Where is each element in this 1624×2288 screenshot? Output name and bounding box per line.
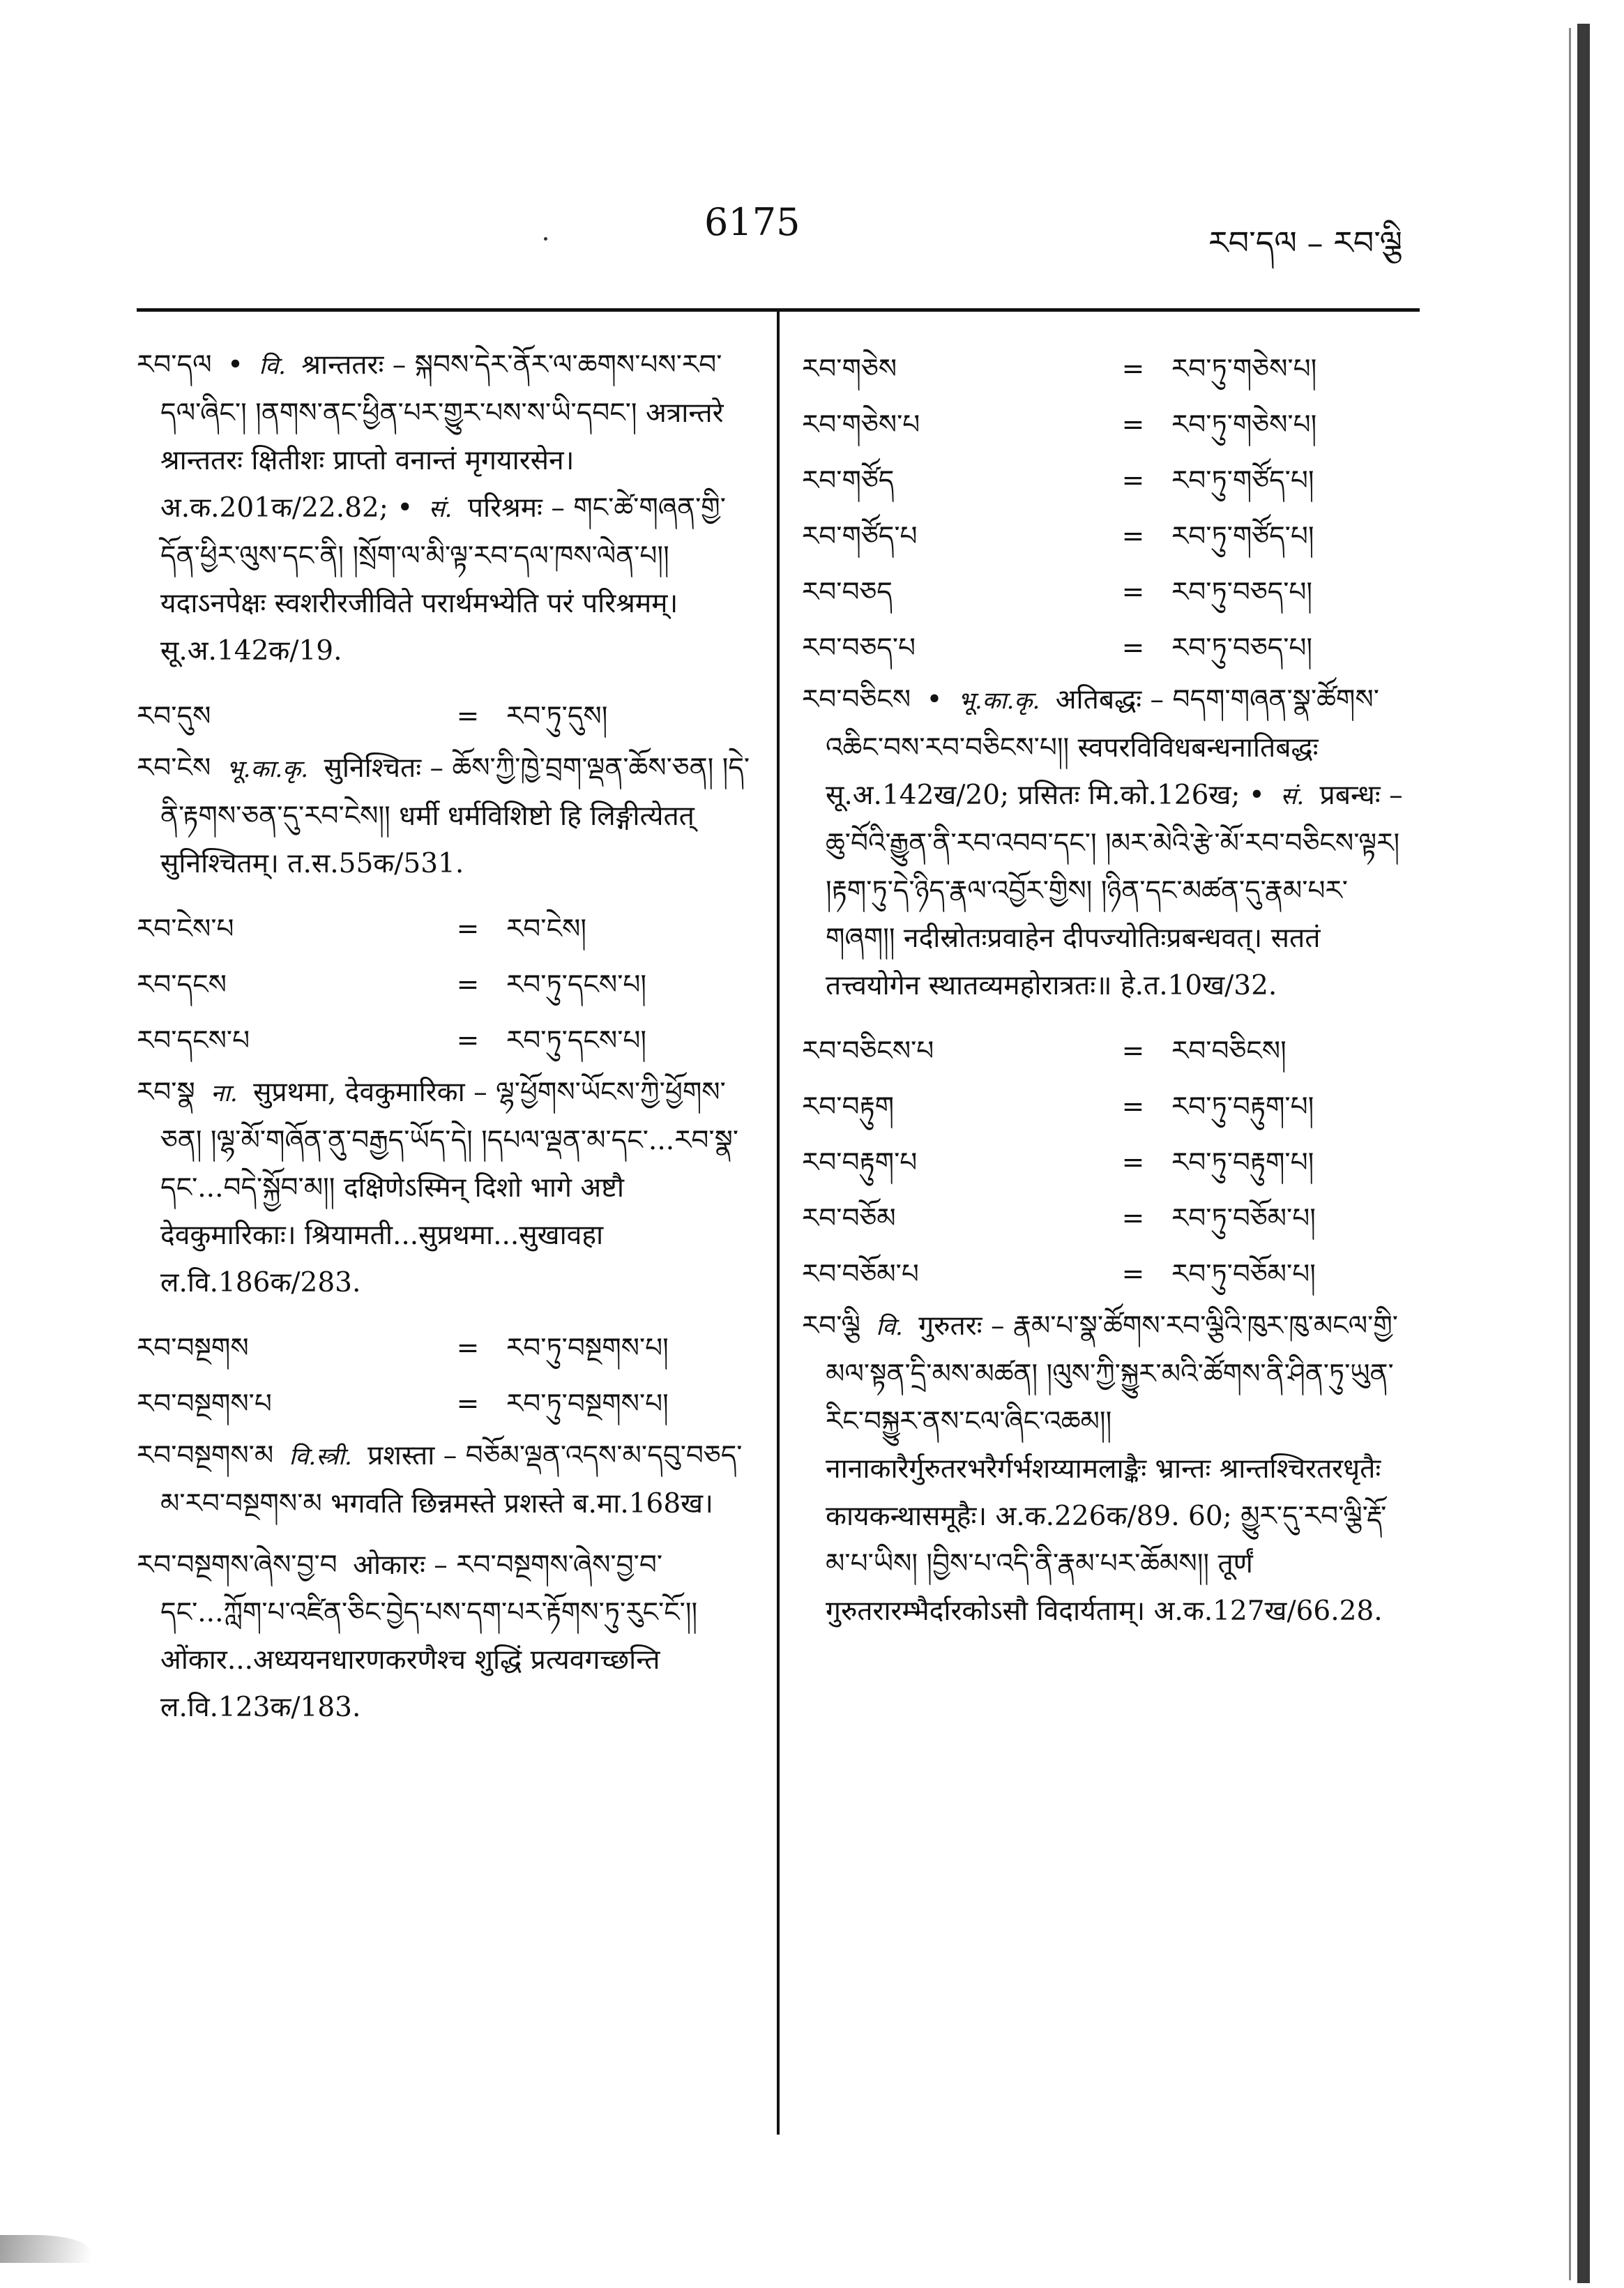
- page-number: 6175: [704, 200, 800, 244]
- xref-target: རབ་ཏུ་གཙོད་པ།: [1171, 465, 1314, 497]
- xref-headword: རབ་དངས: [137, 969, 227, 1001]
- dictionary-entry: [137, 1432, 757, 1528]
- xref-equals: =: [1121, 1036, 1145, 1067]
- xref-target: རབ་ཏུ་བརྟུག་པ།: [1171, 1091, 1314, 1123]
- bullet-marker: •: [926, 684, 943, 715]
- dictionary-entry: [137, 1542, 757, 1732]
- cross-reference-row: [137, 1377, 757, 1432]
- cross-reference-row: [802, 397, 1409, 453]
- xref-target: རབ་ཏུ་དུས།: [506, 701, 608, 732]
- xref-target: རབ་ངེས།: [506, 914, 586, 945]
- xref-headword: རབ་བརྟུག: [802, 1091, 895, 1123]
- scan-speck: [544, 237, 547, 241]
- entry-definition: गुरुतरः – རྣམ་པ་སྣ་ཚོགས་རབ་ལྕིའི་ཁུར་ཁུ་མངལ་གྱི་མལ་སྟན་དྲི་མས་མཚན། །ལུས་ཀྱི་སྐྱུར་མའི་ཚོགས་ནི་ཤིན་ཏུ་ཡུན་རིང་བསྐྱུར་ནས་ངལ་ཞིང་འཆམ།། नानाकारैर्गुरुतरभरैर्गर्भशय्यामलाङ्कैः भ्रान्तः श्रान्तश्चिरतरधृतैः कायकन्थासमूहैः। अ.क.226क/89. 60; མྱུར་དུ་རབ་ལྕི་རྡོ་མ་པ་ཡིས། །བྱིས་པ་འདི་ནི་རྣམ་པར་ཆོམས།། तूर्णं गुरुतरारम्भैर्दारकोऽसौ विदार्यताम्। अ.क.127ख/66.28.: [826, 1310, 1398, 1627]
- bullet-marker: •: [227, 349, 244, 381]
- xref-target: རབ་ཏུ་བཅད་པ།: [1171, 632, 1313, 664]
- cross-reference-row: [802, 621, 1409, 676]
- xref-target: རབ་ཏུ་གཅེས་པ།: [1171, 409, 1317, 441]
- xref-equals: =: [456, 1333, 480, 1364]
- xref-headword: རབ་གཅེས་པ: [802, 409, 920, 441]
- xref-equals: =: [1121, 354, 1145, 385]
- page-edge-shadow: [1577, 24, 1590, 2283]
- dictionary-entry: [802, 1303, 1409, 1635]
- left-column: [137, 342, 757, 1745]
- grammar-label: सं.: [1280, 782, 1305, 810]
- xref-headword: རབ་བསྔགས་པ: [137, 1388, 272, 1420]
- xref-headword: རབ་དངས་པ: [137, 1025, 250, 1056]
- grammar-label: ना.: [211, 1079, 238, 1107]
- entry-definition: सुप्रथमा, देवकुमारिका – ལྷ་ཕྱོགས་ཡོངས་ཀྱི་ཕྱོགས་ཅན། །ལྷ་མོ་གཞོན་ནུ་བརྒྱད་ཡོད་དེ། །དཔལ་ལྡན་མ་དང་...རབ་སྣ་དང་...བདེ་སྐྱོབ་མ།། दक्षिणेऽस्मिन् दिशो भागे अष्टौ देवकुमारिकाः। श्रियामती...सुप्रथमा...सुखावहा ल.वि.186क/283.: [160, 1077, 739, 1298]
- xref-headword: རབ་གཙོད་པ: [802, 521, 918, 552]
- entry-headword: རབ་དལ: [137, 349, 212, 381]
- xref-target: རབ་བཅིངས།: [1171, 1036, 1287, 1067]
- cross-reference-row: [802, 1024, 1409, 1079]
- xref-headword: རབ་བཅོམ: [802, 1203, 896, 1234]
- xref-equals: =: [1121, 632, 1145, 664]
- cross-reference-row: [802, 342, 1409, 397]
- entry-definition: परिश्रमः – གང་ཚེ་གཞན་གྱི་དོན་ཕྱིར་ལུས་དང་ནི། །སྲོག་ལ་མི་ལྟ་རབ་དལ་ཁས་ལེན་པ།། यदाऽनपेक्षः स्वशरीरजीविते परार्थमभ्येति परं परिश्रमम्। सू.अ.142क/19.: [160, 492, 726, 667]
- bullet-marker: •: [397, 492, 413, 524]
- cross-reference-row: [802, 1079, 1409, 1135]
- grammar-label: वि.स्त्री.: [289, 1443, 352, 1471]
- xref-target: རབ་ཏུ་གཅེས་པ།: [1171, 354, 1317, 385]
- xref-headword: རབ་བཅོམ་པ: [802, 1259, 919, 1290]
- xref-headword: རབ་བཅིངས་པ: [802, 1036, 934, 1067]
- entry-headword: རབ་བསྔགས་མ: [137, 1440, 274, 1471]
- entry-definition: सुनिश्चितः – ཆོས་ཀྱི་ཁྱེ་བྲག་ལྡན་ཆོས་ཅན། །དེ་ནི་རྟགས་ཅན་དུ་རབ་ངེས།། धर्मी धर्मविशिष्टो हि लिङ्गीत्येतत् सुनिश्चितम्। त.स.55क/531.: [160, 752, 750, 879]
- xref-equals: =: [1121, 1203, 1145, 1234]
- xref-equals: =: [1121, 409, 1145, 441]
- xref-target: རབ་ཏུ་གཙོད་པ།: [1171, 521, 1314, 552]
- xref-headword: རབ་ངེས་པ: [137, 914, 234, 945]
- xref-target: རབ་ཏུ་བཅོམ་པ།: [1171, 1259, 1316, 1290]
- dictionary-entry: [802, 676, 1409, 1010]
- xref-equals: =: [456, 1025, 480, 1056]
- column-divider: [777, 311, 780, 2135]
- xref-target: རབ་ཏུ་བཅོམ་པ།: [1171, 1203, 1316, 1234]
- cross-reference-row: [137, 689, 757, 745]
- bullet-marker: •: [1248, 780, 1265, 811]
- right-column: [802, 342, 1409, 1649]
- xref-target: རབ་ཏུ་བསྔགས་པ།: [506, 1388, 669, 1420]
- xref-headword: རབ་གཅེས: [802, 354, 897, 385]
- running-head: རབ་དལ – རབ་ལྕི: [1208, 224, 1402, 262]
- cross-reference-row: [802, 565, 1409, 621]
- xref-target: རབ་ཏུ་བསྔགས་པ།: [506, 1333, 669, 1364]
- xref-equals: =: [1121, 1259, 1145, 1290]
- dictionary-entry: [137, 745, 757, 888]
- xref-headword: རབ་དུས: [137, 701, 211, 732]
- xref-headword: རབ་བསྔགས: [137, 1333, 249, 1364]
- xref-equals: =: [1121, 1091, 1145, 1123]
- entry-headword: རབ་བཅིངས: [802, 684, 911, 715]
- xref-headword: རབ་བཅད: [802, 577, 893, 608]
- xref-equals: =: [456, 701, 480, 732]
- scan-smudge: [0, 2235, 91, 2263]
- xref-equals: =: [1121, 521, 1145, 552]
- entry-definition: प्रबन्धः – ཆུ་བོའི་རྒྱུན་ནི་རབ་འབབ་དང་། །མར་མེའི་རྩེ་མོ་རབ་བཅིངས་ལྟར། །རྟག་ཏུ་དེ་ཉིད་རྣལ་འབྱོར་གྱིས། །ཉིན་དང་མཚན་དུ་རྣམ་པར་གཞག།། नदीस्रोतःप्रवाहेन दीपज्योतिःप्रबन्धवत्। सततं तत्त्वयोगेन स्थातव्यमहोरात्रतः॥ हे.त.10ख/32.: [826, 780, 1403, 1001]
- entry-headword: རབ་བསྔགས་ཞེས་བྱ་བ: [137, 1550, 337, 1581]
- xref-headword: རབ་བརྟུག་པ: [802, 1147, 918, 1179]
- xref-equals: =: [456, 1388, 480, 1420]
- entry-definition: ओकारः – རབ་བསྔགས་ཞེས་བྱ་བ་དང་...ཀློག་པ་འཛིན་ཅིང་བྱེད་པས་དག་པར་རྟོགས་ཏུ་རུང་ངོ་།། ओंकार...अध्ययनधारणकरणैश्च शुद्धिं प्रत्यवगच्छन्ति ल.वि.123क/183.: [160, 1550, 698, 1723]
- dictionary-entry: [137, 342, 757, 675]
- entry-definition: अतिबद्धः – བདག་གཞན་སྣ་ཚོགས་འཆིང་བས་རབ་བཅིངས་པ།། स्वपरविविधबन्धनातिबद्धः सू.अ.142ख/20; प्रसितः मि.को.126ख;: [826, 684, 1379, 811]
- xref-equals: =: [1121, 577, 1145, 608]
- entry-definition: प्रशस्ता – བཅོམ་ལྡན་འདས་མ་དབུ་བཅད་མ་རབ་བསྔགས་མ भगवति छिन्नमस्ते प्रशस्ते ब.मा.168ख।: [160, 1440, 743, 1520]
- cross-reference-row: [802, 1191, 1409, 1247]
- entry-headword: རབ་ངེས: [137, 752, 211, 784]
- entry-headword: རབ་ལྕི: [802, 1310, 860, 1342]
- grammar-label: भू.का.कृ.: [226, 755, 309, 783]
- cross-reference-row: [137, 957, 757, 1013]
- xref-headword: རབ་གཙོད: [802, 465, 895, 497]
- cross-reference-row: [802, 453, 1409, 509]
- xref-target: རབ་ཏུ་དངས་པ།: [506, 969, 647, 1001]
- cross-reference-row: [137, 1321, 757, 1377]
- xref-equals: =: [456, 914, 480, 945]
- grammar-label: भू.का.कृ.: [957, 687, 1040, 715]
- entry-headword: རབ་སྣ: [137, 1077, 195, 1108]
- cross-reference-row: [802, 1135, 1409, 1191]
- entry-definition: श्रान्ततरः – སྐབས་དེར་ནོར་ལ་ཆགས་པས་རབ་དལ་ཞིང་། །ནགས་ནང་ཕྱིན་པར་གྱུར་པས་ས་ཡི་དབང་། अत्रान्तरे श्रान्ततरः क्षितीशः प्राप्तो वनान्तं मृगयारसेन। अ.क.201क/22.82;: [160, 349, 724, 524]
- xref-equals: =: [456, 969, 480, 1001]
- xref-equals: =: [1121, 465, 1145, 497]
- dictionary-entry: [137, 1069, 757, 1307]
- grammar-label: सं.: [428, 495, 453, 523]
- cross-reference-row: [137, 1013, 757, 1069]
- xref-target: རབ་ཏུ་བརྟུག་པ།: [1171, 1147, 1314, 1179]
- xref-target: རབ་ཏུ་བཅད་པ།: [1171, 577, 1313, 608]
- cross-reference-row: [137, 902, 757, 957]
- cross-reference-row: [802, 1247, 1409, 1303]
- cross-reference-row: [802, 509, 1409, 565]
- page-edge-line: [1569, 28, 1571, 2280]
- grammar-label: वि.: [259, 352, 286, 380]
- xref-equals: =: [1121, 1147, 1145, 1179]
- xref-target: རབ་ཏུ་དངས་པ།: [506, 1025, 647, 1056]
- xref-headword: རབ་བཅད་པ: [802, 632, 916, 664]
- grammar-label: वि.: [876, 1313, 903, 1341]
